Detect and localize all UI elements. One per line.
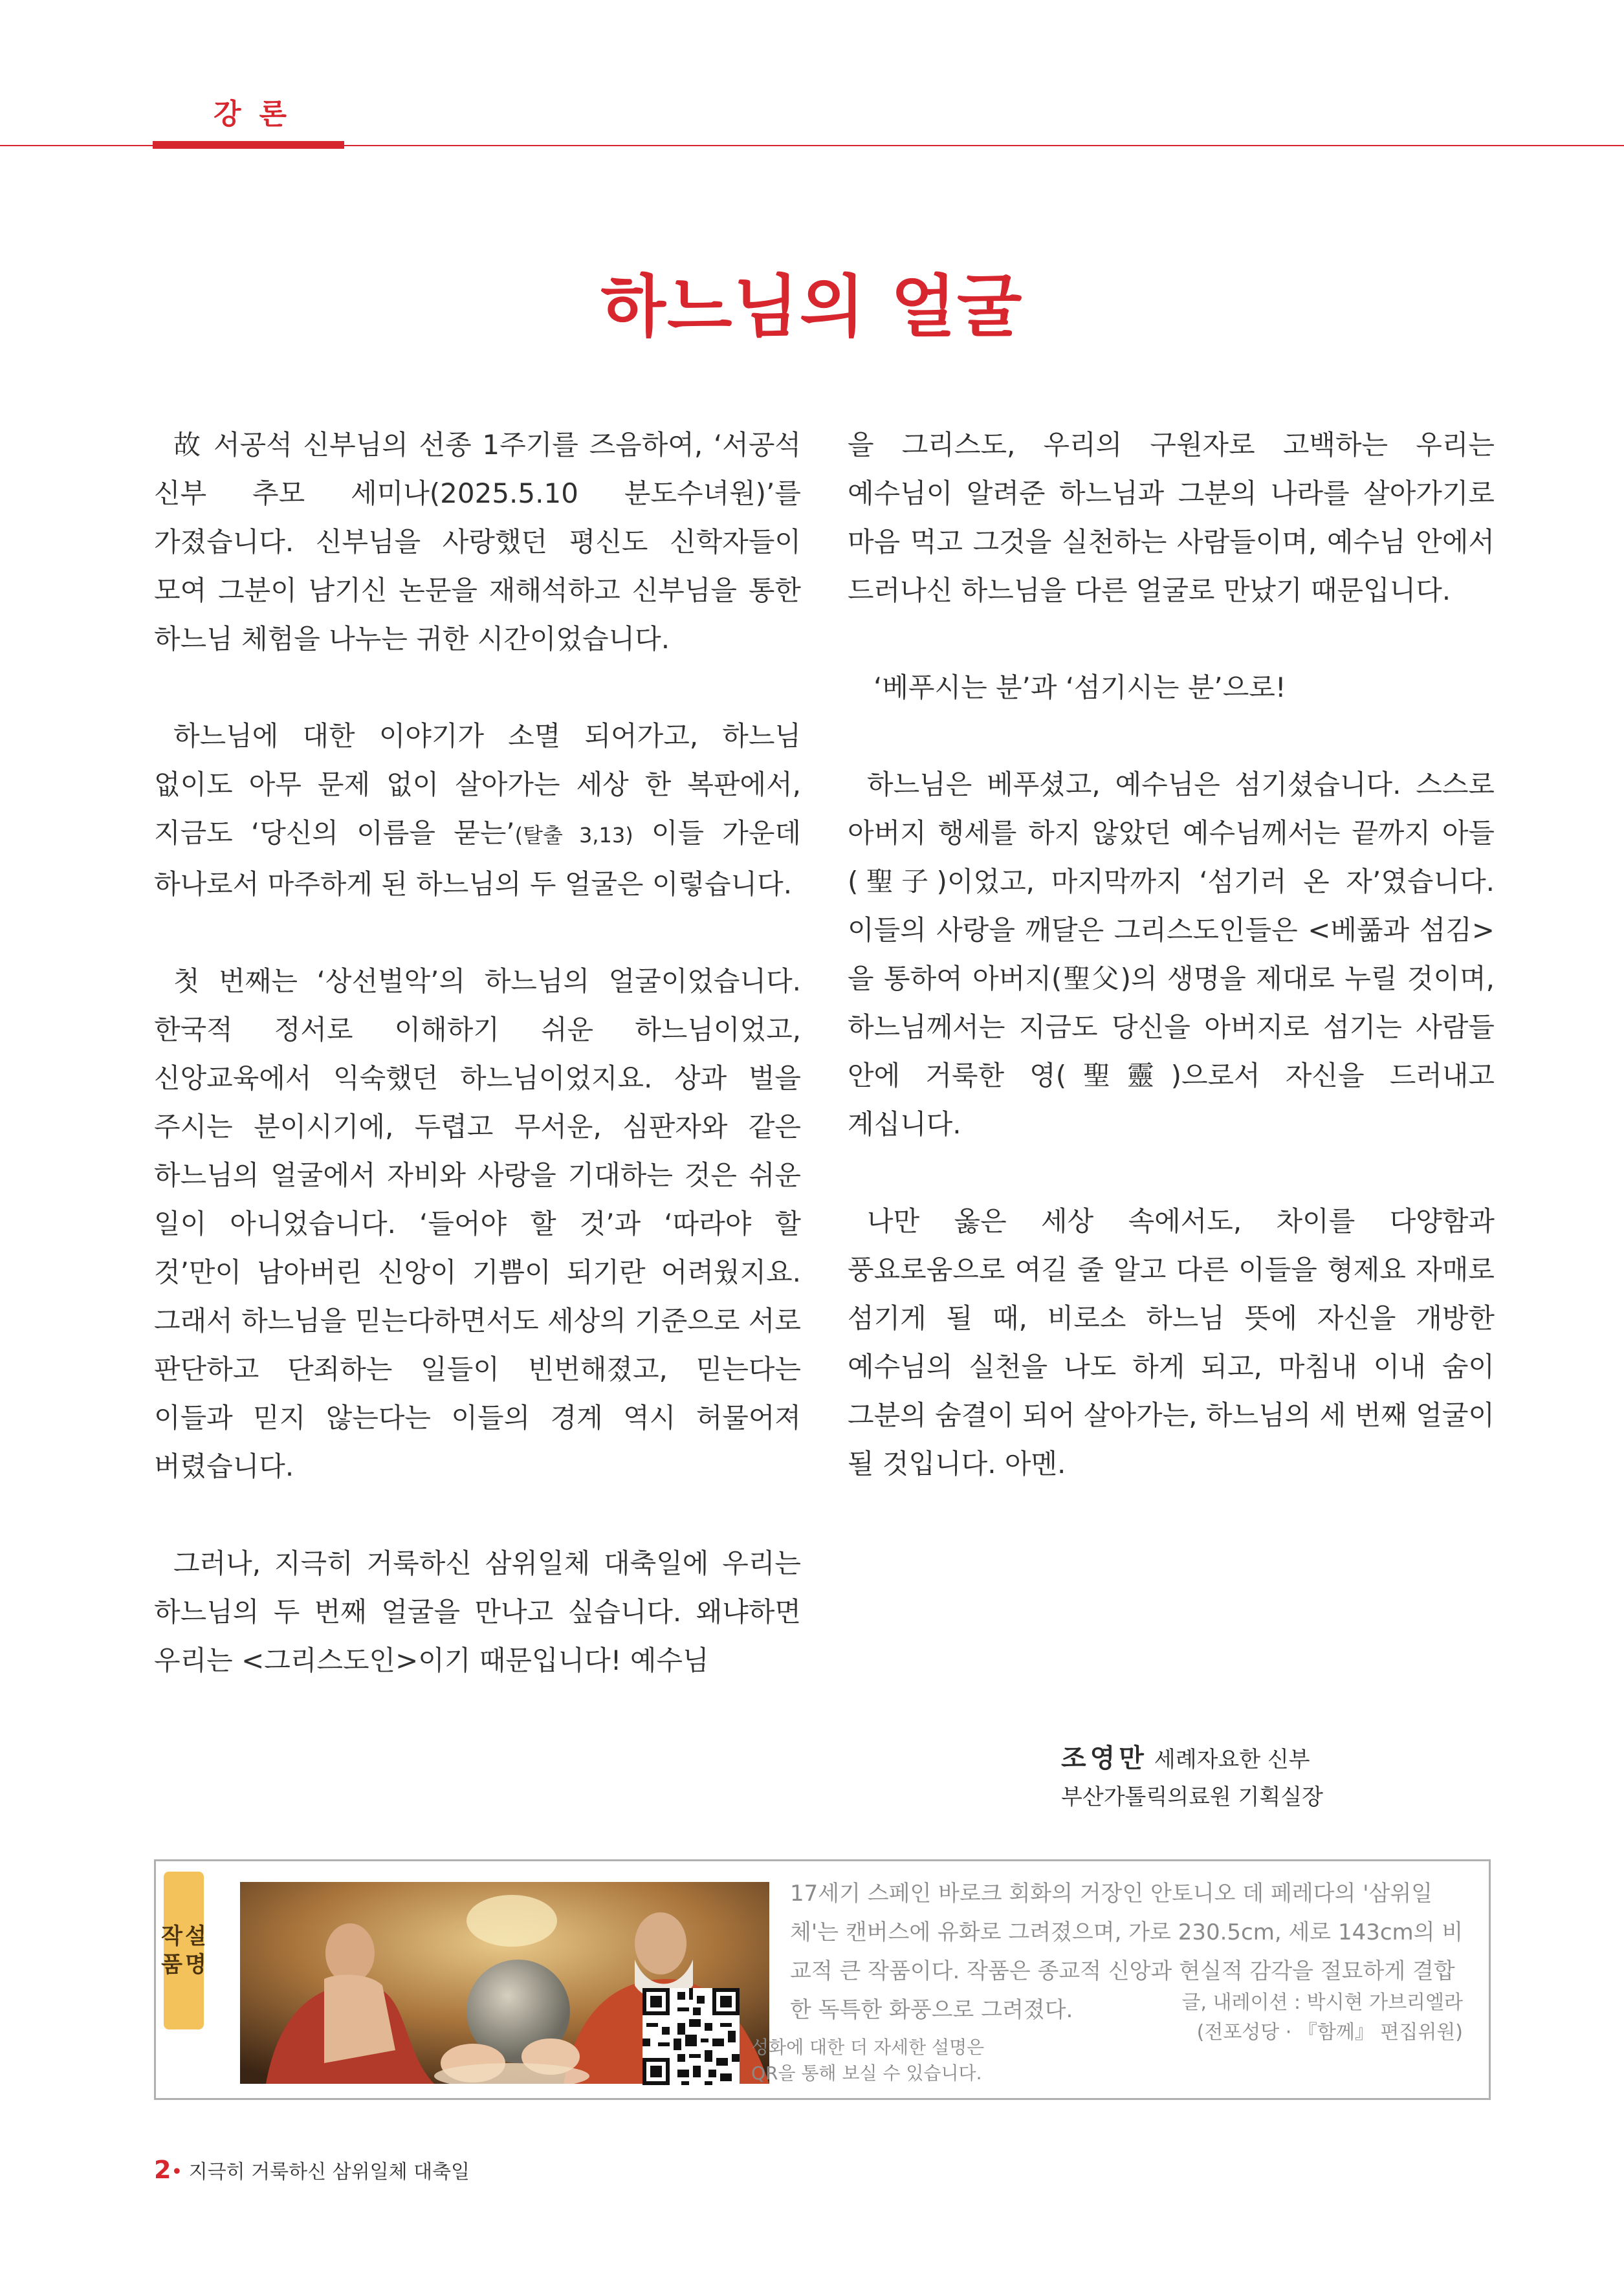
- right-column: [848, 421, 1495, 1536]
- subheading: ‘베푸시는 분’과 ‘섬기시는 분’으로!: [873, 672, 1286, 703]
- paragraph: 그러나, 지극히 거룩하신 삼위일체 대축일에 우리는 하느님의 두 번째 얼굴을 만나고 싶습니다. 왜냐하면 우리는 <그리스도인>이기 때문입니다! 예수님: [154, 1547, 801, 1676]
- tag-char: 명: [185, 1952, 206, 1978]
- footer-text: 지극히 거룩하신 삼위일체 대축일: [188, 2161, 470, 2183]
- qr-note-line: QR을 통해 보실 수 있습니다.: [751, 2062, 982, 2084]
- artwork-description-box: [154, 1859, 1491, 2100]
- qr-note: [751, 2035, 984, 2086]
- paragraph: 첫 번째는 ‘상선벌악’의 하느님의 얼굴이었습니다. 한국적 정서로 이해하기 쉬운 하느님이었고, 신앙교육에서 익숙했던 하느님이었지요. 상과 벌을 주시는 분이시기에, 두렵고 무서운, 심판자와 같은 하느님의 얼굴에서 자비와 사랑을 기대하는 것은 쉬운 일이 아니었습니다. ‘들어야 할 것’과 ‘따라야 할 것’만이 남아버린 신앙이 기쁨이 되기란 어려웠지요. 그래서 하느님을 믿는다하면서도 세상의 기준으로 서로 판단하고 단죄하는 일들이 빈번해졌고, 믿는다는 이들과 믿지 않는다는 이들의 경계 역시 허물어져 버렸습니다.: [154, 965, 801, 1482]
- artwork-description: 17세기 스페인 바로크 회화의 거장인 안토니오 데 페레다의 '삼위일체'는 캔버스에 유화로 그려졌으며, 가로 230.5cm, 세로 143cm의 비교적 큰 작품이다. 작품은 종교적 신앙과 현실적 감각을 절묘하게 결합한 독특한 화풍으로 그려졌다.: [790, 1881, 1464, 2023]
- paragraph-text: 이들 가운데 하나로서 마주하게 된 하느님의 두 얼굴은 이렇습니다.: [154, 817, 802, 900]
- paragraph: [154, 712, 801, 908]
- author-signature: [1061, 1740, 1372, 1817]
- footer-dot: •: [171, 2161, 183, 2183]
- paragraph: 나만 옳은 세상 속에서도, 차이를 다양함과 풍요로움으로 여길 줄 알고 다른 이들을 형제요 자매로 섬기게 될 때, 비로소 하느님 뜻에 자신을 개방한 예수님의 실천을 나도 하게 되고, 마침내 이내 숨이 그분의 숨결이 되어 살아가는, 하느님의 세 번째 얼굴이 될 것입니다. 아멘.: [848, 1205, 1495, 1480]
- tag-char: 품: [161, 1952, 182, 1978]
- credit-line: 글, 내레이션 : 박시현 가브리엘라: [1181, 1991, 1463, 2014]
- narration-credit: [1181, 1988, 1463, 2048]
- paragraph: 故 서공석 신부님의 선종 1주기를 즈음하여, ‘서공석 신부 추모 세미나(2025.5.10 분도수녀원)’를 가졌습니다. 신부님을 사랑했던 평신도 신학자들이 모여 그분이 남기신 논문을 재해석하고 신부님을 통한 하느님 체험을 나누는 귀한 시간이었습니다.: [154, 429, 801, 655]
- qr-note-line: 성화에 대한 더 자세한 설명은: [751, 2037, 985, 2058]
- author-name: 조영만: [1061, 1744, 1148, 1773]
- artwork-tag: [161, 1872, 206, 2029]
- page-number: 2: [154, 2156, 171, 2184]
- paragraph: 을 그리스도, 우리의 구원자로 고백하는 우리는 예수님이 알려준 하느님과 그분의 나라를 살아가기로 마음 먹고 그것을 실천하는 사람들이며, 예수님 안에서 드러나신 하느님을 다른 얼굴로 만났기 때문입니다.: [848, 429, 1495, 606]
- author-position: 부산가톨릭의료원 기획실장: [1061, 1784, 1323, 1810]
- qr-code[interactable]: [642, 1988, 740, 2085]
- page-title: 하느님의 얼굴: [600, 267, 1024, 346]
- section-label: 강론: [214, 98, 305, 131]
- header-accent-bar: [153, 141, 344, 149]
- credit-line: (전포성당 · 『함께』 편집위원): [1196, 2021, 1463, 2044]
- paragraph-text: 하느님에 대한 이야기가 소멸 되어가고, 하느님 없이도 아무 문제 없이 살아가는 세상 한 복판에서, 지금도 ‘당신의 이름을 묻는’: [154, 720, 801, 849]
- tag-char: 작: [161, 1923, 182, 1949]
- author-role: 세례자요한 신부: [1154, 1747, 1310, 1773]
- paragraph: 하느님은 베푸셨고, 예수님은 섬기셨습니다. 스스로 아버지 행세를 하지 않았던 예수님께서는 끝까지 아들(聖子)이었고, 마지막까지 ‘섬기러 온 자’였습니다. 이들의 사랑을 깨달은 그리스도인들은 <베풂과 섬김>을 통하여 아버지(聖父)의 생명을 제대로 누릴 것이며, 하느님께서는 지금도 당신을 아버지로 섬기는 사람들 안에 거룩한 영(聖靈)으로서 자신을 드러내고 계십니다.: [848, 769, 1495, 1140]
- bible-reference: (탈출 3,13): [514, 823, 633, 847]
- page-footer: [154, 2156, 470, 2184]
- tag-char: 설: [185, 1923, 206, 1949]
- left-column: [154, 421, 801, 1685]
